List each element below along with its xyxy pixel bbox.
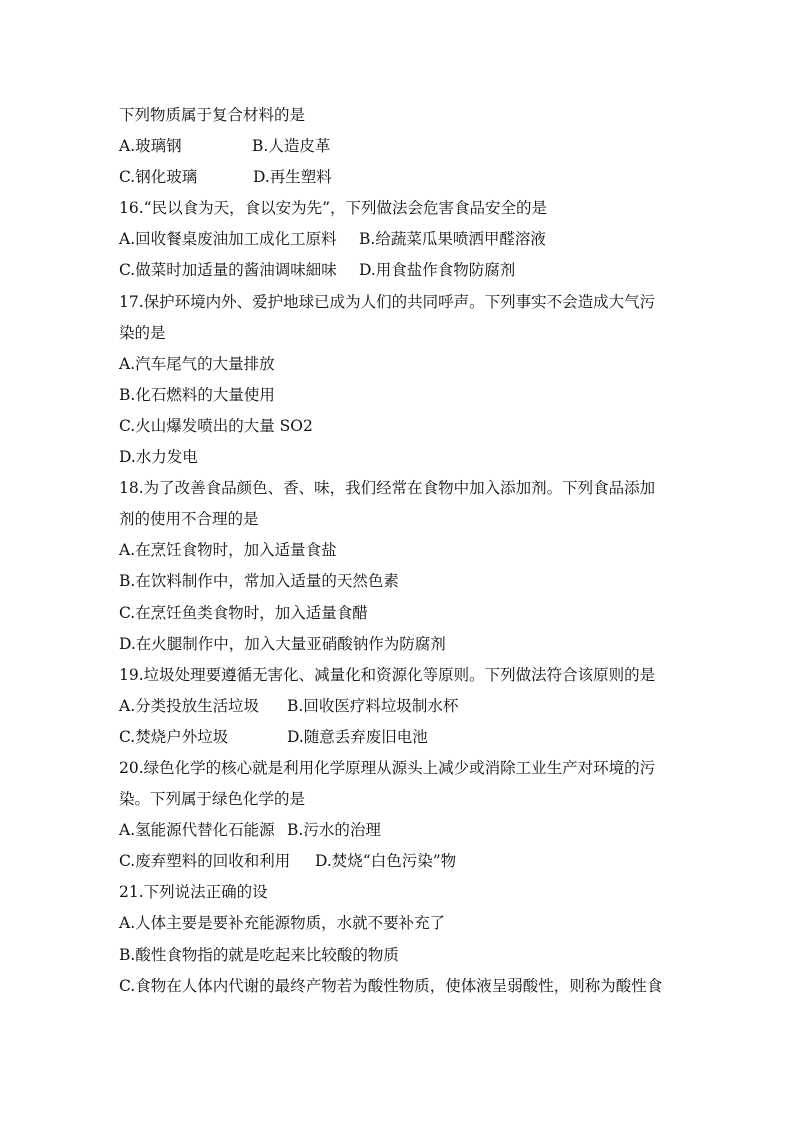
question-20-stem-line-2: 染。下列属于绿色化学的是 — [119, 790, 306, 809]
question-15-stem: 下列物质属于复合材料的是 — [119, 106, 306, 124]
question-19-options-cd — [119, 722, 679, 753]
question-19-options-ab — [119, 691, 679, 722]
question-19-option-d: D.随意丢弃废旧电池 — [287, 727, 428, 746]
question-16-options-cd — [119, 255, 679, 286]
question-15-option-c: C.钢化玻璃 — [119, 168, 198, 187]
question-18-stem-line-1: 18.为了改善食品颜色、香、味，我们经常在食物中加入添加剂。下列食品添加 — [119, 479, 656, 498]
question-16-option-c: C.做菜时加适量的酱油调味細味 — [119, 261, 337, 280]
question-15-option-d: D.再生塑料 — [253, 168, 332, 187]
question-20-option-a: A.氢能源代替化石能源 — [119, 821, 275, 840]
question-18-option-b: B.在饮料制作中，常加入适量的天然色素 — [119, 572, 399, 591]
question-list — [119, 100, 679, 1002]
question-20-option-c: C.废弃塑料的回收和利用 — [119, 852, 291, 871]
question-17-option-b: B.化石燃料的大量使用 — [119, 385, 275, 404]
question-21-option-a: A.人体主要是要补充能源物质，水就不要补充了 — [119, 914, 446, 933]
question-15-option-a: A.玻璃钢 — [119, 137, 182, 156]
question-17-option-d: D.水力发电 — [119, 448, 198, 467]
question-21-option-b: B.酸性食物指的就是吃起来比较酸的物质 — [119, 945, 399, 964]
question-19-option-c: C.焚烧户外垃圾 — [119, 727, 229, 746]
question-16-stem: 16.“民以食为天，食以安为先”，下列做法会危害食品安全的是 — [119, 199, 548, 218]
question-16-option-d: D.用食盐作食物防腐剂 — [359, 261, 516, 280]
question-20-option-b: B.污水的治理 — [287, 821, 381, 840]
question-15-option-b: B.人造皮革 — [252, 137, 331, 156]
question-19-stem: 19.垃圾处理要遵循无害化、减量化和资源化等原则。下列做法符合该原则的是 — [119, 665, 656, 684]
question-18-option-d: D.在火腿制作中，加入大量亚硝酸钠作为防腐剂 — [119, 634, 446, 653]
question-19-option-a: A.分类投放生活垃圾 — [119, 696, 260, 715]
question-21-stem: 21.下列说法正确的设 — [119, 883, 268, 902]
question-20-options-ab — [119, 815, 679, 846]
question-17-option-c: C.火山爆发喷出的大量 SO2 — [119, 416, 313, 435]
question-18-stem-line-2: 剂的使用不合理的是 — [119, 510, 259, 529]
question-18-option-a: A.在烹饪食物时，加入适量食盐 — [119, 541, 337, 560]
question-17-stem-line-1: 17.保护环境内外、爱护地球已成为人们的共同呼声。下列事实不会造成大气污 — [119, 292, 656, 311]
question-17-stem-line-2: 染的是 — [119, 323, 166, 342]
question-20-stem-line-1: 20.绿色化学的核心就是利用化学原理从源头上减少或消除工业生产对环境的污 — [119, 758, 656, 777]
question-16-option-a: A.回收餐桌废油加工成化工原料 — [119, 230, 337, 249]
question-15-options-cd — [119, 162, 679, 193]
question-20-options-cd — [119, 846, 679, 877]
question-21-option-c: C.食物在人体内代谢的最终产物若为酸性物质，使体液呈弱酸性，则称为酸性食 — [119, 976, 663, 995]
question-17-option-a: A.汽车尾气的大量排放 — [119, 354, 275, 373]
question-16-options-ab — [119, 224, 679, 255]
question-20-option-d: D.焚烧“白色污染”物 — [315, 852, 457, 871]
question-19-option-b: B.回收医疗料垃圾制水杯 — [287, 696, 459, 715]
question-18-option-c: C.在烹饪鱼类食物时，加入适量食醋 — [119, 603, 368, 622]
question-15-options-ab — [119, 131, 679, 162]
question-16-option-b: B.给蔬菜瓜果喷洒甲醛溶液 — [359, 230, 546, 249]
